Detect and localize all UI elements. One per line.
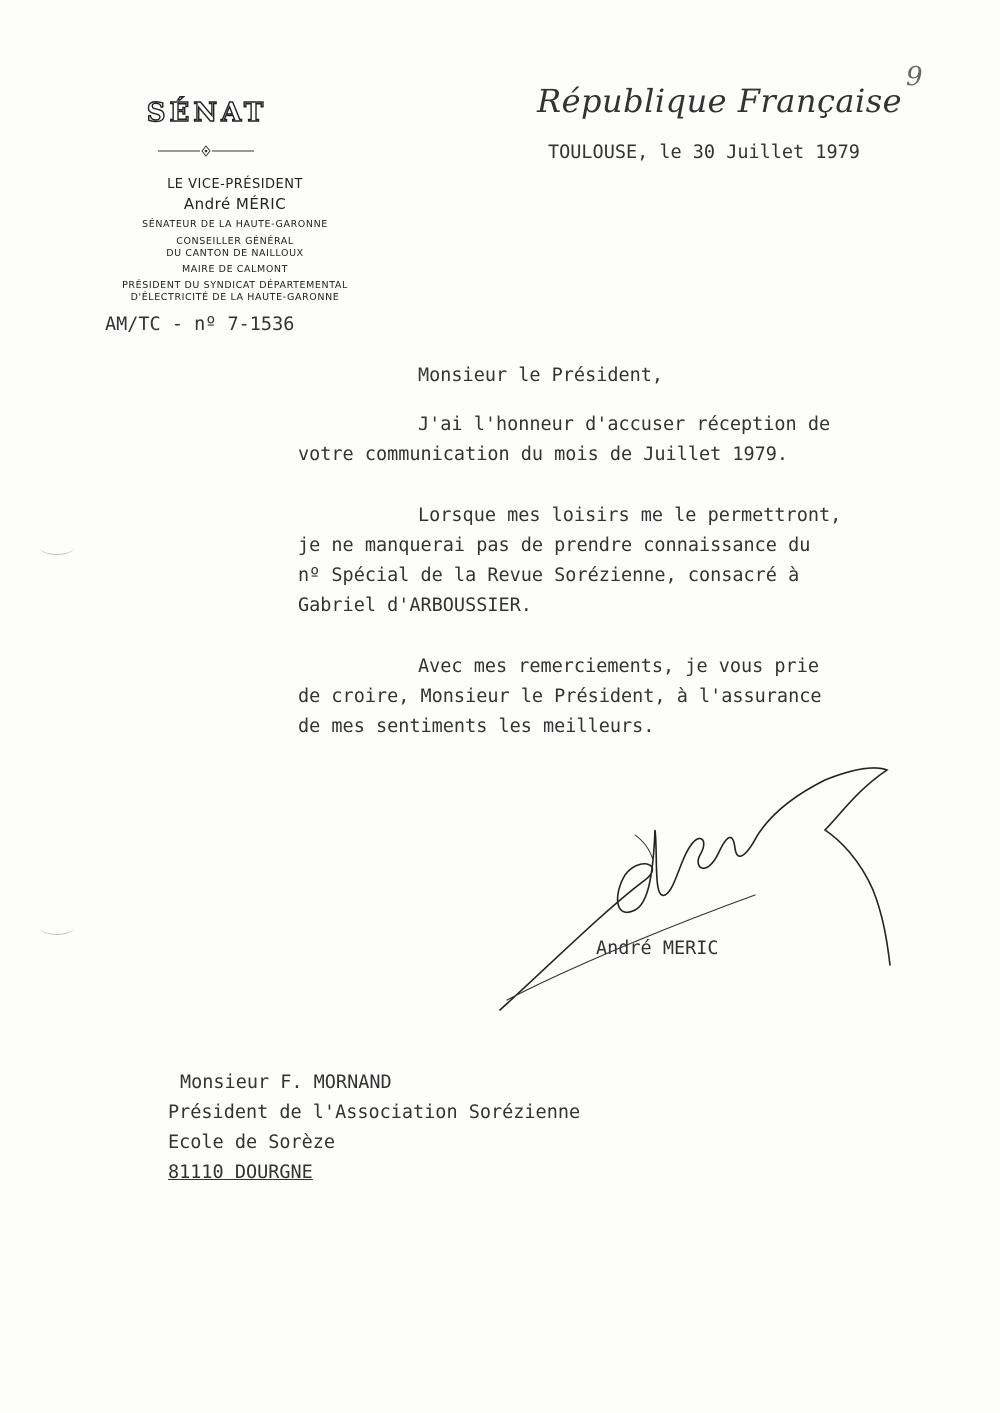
- punch-hole-mark: [40, 920, 74, 935]
- paragraph2-line: nº Spécial de la Revue Sorézienne, consacré à: [298, 565, 800, 586]
- signatory-name: André MERIC: [596, 938, 719, 959]
- senat-title: SÉNAT: [146, 98, 268, 128]
- paragraph3-line: de croire, Monsieur le Président, à l'assurance: [298, 686, 822, 707]
- letterhead-line: DU CANTON DE NAILLOUX: [166, 248, 304, 259]
- recipient-city: 81110 DOURGNE: [168, 1162, 313, 1183]
- letterhead-name: André MÉRIC: [183, 195, 287, 213]
- paragraph2-line: Gabriel d'ARBOUSSIER.: [298, 595, 532, 616]
- paragraph3-line: Avec mes remerciements, je vous prie: [418, 656, 819, 677]
- handwritten-page-number: 9: [906, 62, 923, 92]
- letterhead-line: MAIRE DE CALMONT: [181, 264, 289, 275]
- letterhead-line: PRÉSIDENT DU SYNDICAT DÉPARTEMENTAL: [122, 280, 348, 291]
- recipient-role: Président de l'Association Sorézienne: [168, 1102, 581, 1123]
- paragraph2-line: je ne manquerai pas de prendre connaissance du: [298, 535, 811, 556]
- recipient-school: Ecole de Sorèze: [168, 1132, 336, 1153]
- letterhead-line: CONSEILLER GÉNÉRAL: [176, 236, 294, 247]
- punch-hole-mark: [40, 540, 74, 555]
- letterhead-line: D'ÉLECTRICITÉ DE LA HAUTE-GARONNE: [130, 292, 340, 303]
- paragraph1-line: J'ai l'honneur d'accuser réception de: [418, 414, 831, 435]
- place-date: TOULOUSE, le 30 Juillet 1979: [548, 142, 860, 163]
- republique-francaise-heading: République Française: [537, 82, 903, 120]
- letterhead-title: LE VICE-PRÉSIDENT: [167, 177, 303, 192]
- handwritten-signature: [495, 760, 915, 1020]
- paragraph2-line: Lorsque mes loisirs me le permettront,: [418, 505, 842, 526]
- paragraph1-line: votre communication du mois de Juillet 1979.: [298, 444, 789, 465]
- paragraph3-line: de mes sentiments les meilleurs.: [298, 716, 655, 737]
- letterhead-line: SÉNATEUR DE LA HAUTE-GARONNE: [142, 219, 328, 230]
- reference-number: AM/TC - nº 7-1536: [105, 314, 295, 335]
- ornament-divider: [158, 145, 254, 157]
- salutation: Monsieur le Président,: [418, 365, 664, 386]
- recipient-name: Monsieur F. MORNAND: [180, 1072, 392, 1093]
